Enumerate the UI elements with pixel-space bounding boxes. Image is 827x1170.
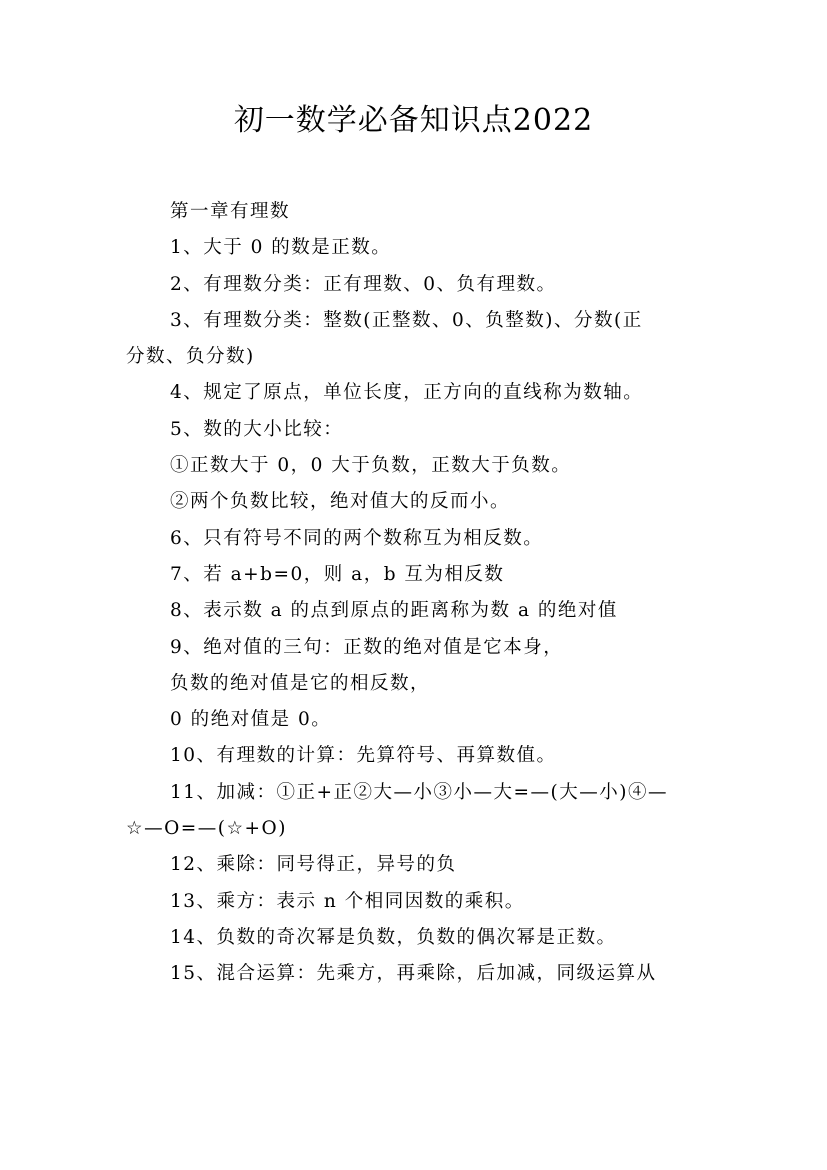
- paragraph-line: ①正数大于 0，0 大于负数，正数大于负数。: [170, 455, 572, 477]
- paragraph-line: 6、只有符号不同的两个数称互为相反数。: [170, 527, 544, 549]
- paragraph-line: 0 的绝对值是 0。: [170, 709, 332, 731]
- paragraph-line: 10、有理数的计算：先算符号、再算数值。: [170, 745, 557, 767]
- paragraph-line: 分数、负分数): [126, 346, 255, 368]
- paragraph-line: 3、有理数分类：整数(正整数、0、负整数)、分数(正: [170, 309, 643, 331]
- paragraph-line: 13、乘方：表示 n 个相同因数的乘积。: [170, 890, 525, 912]
- paragraph-line: 7、若 a+b=0，则 a，b 互为相反数: [170, 563, 505, 585]
- paragraph-line: 14、负数的奇次幂是负数，负数的偶次幂是正数。: [170, 926, 617, 948]
- paragraph-line: ②两个负数比较，绝对值大的反而小。: [170, 491, 511, 513]
- paragraph-line: 2、有理数分类：正有理数、0、负有理数。: [170, 273, 557, 295]
- paragraph-line: 15、混合运算：先乘方，再乘除，后加减，同级运算从: [170, 963, 657, 985]
- paragraph-line: 9、绝对值的三句：正数的绝对值是它本身，: [170, 636, 564, 658]
- document-title: 初一数学必备知识点2022: [233, 103, 594, 138]
- paragraph-line: 11、加减：①正+正②大—小③小—大=—(大—小)④—: [170, 781, 668, 803]
- paragraph-line: 5、数的大小比较：: [170, 418, 344, 440]
- paragraph-line: 1、大于 0 的数是正数。: [170, 237, 392, 259]
- paragraph-line: 负数的绝对值是它的相反数，: [170, 672, 431, 694]
- paragraph-line: ☆—O=—(☆+O): [126, 818, 287, 840]
- paragraph-line: 12、乘除：同号得正，异号的负: [170, 854, 457, 876]
- paragraph-line: 8、表示数 a 的点到原点的距离称为数 a 的绝对值: [170, 600, 618, 622]
- paragraph-line: 第一章有理数: [170, 201, 291, 222]
- document-body: [126, 194, 706, 993]
- paragraph-line: 4、规定了原点，单位长度，正方向的直线称为数轴。: [170, 382, 644, 404]
